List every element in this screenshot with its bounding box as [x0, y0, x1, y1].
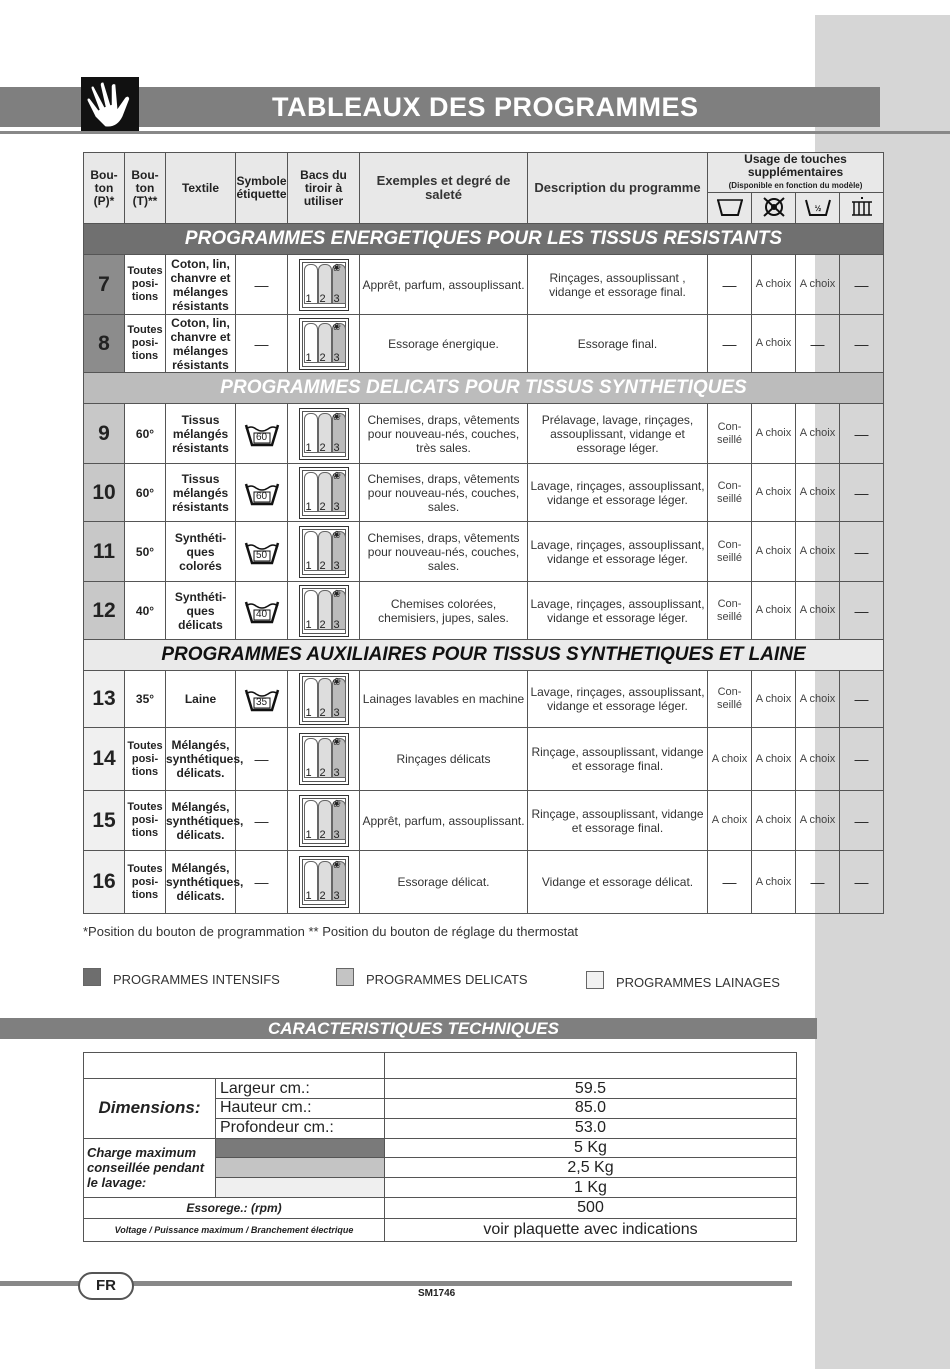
- program-example: Essorage énergique.: [360, 315, 528, 373]
- detergent-drawer-icon: [288, 522, 360, 582]
- program-symbol: [236, 522, 288, 582]
- program-option: —: [708, 851, 752, 914]
- program-textile: Coton, lin, chanvre et mélanges résistants: [166, 315, 236, 373]
- program-textile: Tissus mélangés résistants: [166, 464, 236, 522]
- program-option: —: [840, 851, 884, 914]
- program-option: —: [840, 404, 884, 464]
- charge-swatch-intensifs: [216, 1138, 385, 1158]
- program-option: A choix: [752, 728, 796, 791]
- wash-temp-icon-label: 50: [255, 549, 268, 561]
- program-option: A choix: [752, 464, 796, 522]
- program-row: [84, 464, 884, 522]
- program-option: A choix: [796, 522, 840, 582]
- program-option: A choix: [752, 582, 796, 640]
- essorage-value: 500: [385, 1198, 797, 1219]
- col-description: Description du programme: [528, 153, 708, 224]
- drawer-compartment-label: 3: [333, 890, 340, 902]
- program-description: Lavage, rinçages, assouplissant, vidange et essorage léger.: [528, 522, 708, 582]
- wash-temp-icon-label: 60: [255, 431, 268, 443]
- program-row: [84, 791, 884, 851]
- program-example: Lainages lavables en machine: [360, 671, 528, 728]
- program-symbol: [236, 464, 288, 522]
- voltage-label: Voltage / Puissance maximum / Branchement électrique: [84, 1218, 385, 1241]
- program-temperature: 40°: [125, 582, 166, 640]
- program-example: Apprêt, parfum, assouplissant.: [360, 791, 528, 851]
- program-option: —: [840, 464, 884, 522]
- program-row: [84, 728, 884, 791]
- section-title: PROGRAMMES AUXILIAIRES POUR TISSUS SYNTHETIQUES ET LAINE: [84, 640, 884, 671]
- flower-icon: ❀: [332, 411, 341, 423]
- svg-text:½: ½: [814, 203, 821, 213]
- program-example: Essorage délicat.: [360, 851, 528, 914]
- program-description: Essorage final.: [528, 315, 708, 373]
- hand-icon: [81, 77, 139, 133]
- drawer-compartment-label: 1: [305, 767, 312, 779]
- program-temperature: Toutes posi-tions: [125, 791, 166, 851]
- program-option: A choix: [796, 582, 840, 640]
- drawer-compartment-label: 2: [319, 559, 326, 572]
- program-number: 7: [84, 255, 125, 315]
- program-option: A choix: [752, 522, 796, 582]
- detergent-drawer-icon: [288, 851, 360, 914]
- program-option: —: [796, 851, 840, 914]
- drawer-compartment-label: 3: [333, 292, 340, 305]
- detergent-drawer-icon: [288, 671, 360, 728]
- language-badge: FR: [78, 1272, 134, 1300]
- program-row: [84, 671, 884, 728]
- program-option: A choix: [796, 728, 840, 791]
- detergent-drawer-icon: [288, 728, 360, 791]
- program-temperature: 35°: [125, 671, 166, 728]
- program-textile: Mélangés, synthétiques, délicats.: [166, 851, 236, 914]
- program-description: Lavage, rinçages, assouplissant, vidange et essorage léger.: [528, 671, 708, 728]
- charge-value-3: 1 Kg: [385, 1178, 797, 1198]
- program-row: [84, 255, 884, 315]
- easy-iron-icon: [840, 193, 884, 224]
- charge-swatch-delicats: [216, 1158, 385, 1178]
- program-option: A choix: [752, 791, 796, 851]
- col-bacs: Bacs du tiroir à utiliser: [288, 153, 360, 224]
- voltage-value: voir plaquette avec indications: [385, 1218, 797, 1241]
- program-number: 11: [84, 522, 125, 582]
- legend-label: PROGRAMMES DELICATS: [366, 972, 528, 987]
- flower-icon: ❀: [332, 470, 341, 482]
- drawer-compartment-label: 2: [319, 441, 326, 454]
- flower-icon: ❀: [332, 798, 341, 810]
- footnote: *Position du bouton de programmation ** Position du bouton de réglage du thermostat: [83, 924, 579, 939]
- drawer-compartment-label: 3: [333, 441, 340, 454]
- detergent-drawer-icon: [288, 464, 360, 522]
- program-example: Apprêt, parfum, assouplissant.: [360, 255, 528, 315]
- section-title: PROGRAMMES ENERGETIQUES POUR LES TISSUS RESISTANTS: [84, 224, 884, 255]
- detergent-drawer-icon: [288, 315, 360, 373]
- col-bouton-t: Bou-ton (T)**: [125, 153, 166, 224]
- program-number: 9: [84, 404, 125, 464]
- program-temperature: 50°: [125, 522, 166, 582]
- largeur-value: 59.5: [385, 1079, 797, 1099]
- drawer-compartment-label: 2: [319, 292, 326, 305]
- program-number: 14: [84, 728, 125, 791]
- program-option: A choix: [752, 851, 796, 914]
- drawer-compartment-label: 3: [333, 500, 340, 513]
- program-row: [84, 851, 884, 914]
- drawer-compartment-label: 1: [305, 500, 312, 513]
- drawer-compartment-label: 1: [305, 559, 312, 572]
- legend-lainages: [586, 971, 780, 990]
- drawer-compartment-label: 1: [305, 292, 312, 305]
- program-textile: Mélangés, synthétiques, délicats.: [166, 791, 236, 851]
- hauteur-value: 85.0: [385, 1098, 797, 1118]
- program-number: 8: [84, 315, 125, 373]
- hauteur-label: Hauteur cm.:: [216, 1098, 385, 1118]
- program-symbol: —: [236, 728, 288, 791]
- program-option: —: [840, 255, 884, 315]
- program-textile: Synthéti-ques délicats: [166, 582, 236, 640]
- wash-temp-icon-label: 40: [255, 608, 268, 620]
- section-lainages: [84, 640, 884, 671]
- program-option: Con-seillé: [708, 464, 752, 522]
- legend-swatch: [586, 971, 604, 989]
- program-example: Chemises, draps, vêtements pour nouveau-nés, couches, sales.: [360, 522, 528, 582]
- tech-title: CARACTERISTIQUES TECHNIQUES: [268, 1019, 559, 1038]
- program-option: Con-seillé: [708, 522, 752, 582]
- program-textile: Synthéti-ques colorés: [166, 522, 236, 582]
- program-textile: Tissus mélangés résistants: [166, 404, 236, 464]
- program-option: A choix: [708, 728, 752, 791]
- program-symbol: [236, 404, 288, 464]
- drawer-compartment-label: 2: [319, 767, 326, 779]
- tech-table: [83, 1052, 797, 1242]
- program-option: —: [840, 728, 884, 791]
- program-option: —: [840, 671, 884, 728]
- program-symbol: —: [236, 791, 288, 851]
- flower-icon: ❀: [332, 860, 341, 871]
- programs-table: [83, 152, 884, 914]
- essorage-label: Essorege.: (rpm): [84, 1198, 385, 1219]
- program-description: Prélavage, lavage, rinçages, assouplissant, vidange et essorage léger.: [528, 404, 708, 464]
- drawer-compartment-label: 1: [305, 618, 312, 631]
- program-description: Vidange et essorage délicat.: [528, 851, 708, 914]
- program-option: Con-seillé: [708, 404, 752, 464]
- drawer-compartment-label: 2: [319, 351, 326, 364]
- program-description: Lavage, rinçages, assouplissant, vidange et essorage léger.: [528, 582, 708, 640]
- legend-label: PROGRAMMES LAINAGES: [616, 975, 780, 990]
- program-option: —: [796, 315, 840, 373]
- program-option: A choix: [796, 791, 840, 851]
- program-option: —: [708, 255, 752, 315]
- profondeur-value: 53.0: [385, 1118, 797, 1138]
- drawer-compartment-label: 1: [305, 707, 312, 719]
- section-delicats: [84, 373, 884, 404]
- program-option: —: [708, 315, 752, 373]
- program-textile: Mélangés, synthétiques, délicats.: [166, 728, 236, 791]
- drawer-compartment-label: 2: [319, 707, 326, 719]
- drawer-compartment-label: 1: [305, 890, 312, 902]
- flower-icon: ❀: [332, 588, 341, 600]
- program-number: 10: [84, 464, 125, 522]
- program-number: 12: [84, 582, 125, 640]
- program-option: A choix: [752, 671, 796, 728]
- tech-title-bar: [0, 1018, 817, 1039]
- model-number: SM1746: [418, 1288, 456, 1299]
- program-option: A choix: [708, 791, 752, 851]
- col-symbole: Symbole étiquette: [236, 153, 288, 224]
- drawer-compartment-label: 3: [333, 351, 340, 364]
- charge-label: Charge maximum conseillée pendant le lavage:: [84, 1138, 216, 1197]
- page-title: TABLEAUX DES PROGRAMMES: [272, 92, 699, 122]
- program-textile: Laine: [166, 671, 236, 728]
- title-underline: [0, 131, 950, 134]
- largeur-label: Largeur cm.:: [216, 1079, 385, 1099]
- program-temperature: 60°: [125, 404, 166, 464]
- wash-temp-icon-label: 35: [255, 697, 268, 708]
- detergent-drawer-icon: [288, 255, 360, 315]
- legend-label: PROGRAMMES INTENSIFS: [113, 972, 280, 987]
- legend-swatch: [336, 968, 354, 986]
- drawer-compartment-label: 2: [319, 828, 326, 841]
- program-row: [84, 404, 884, 464]
- program-option: A choix: [796, 404, 840, 464]
- wash-temp-icon-label: 60: [255, 490, 268, 502]
- program-textile: Coton, lin, chanvre et mélanges résistants: [166, 255, 236, 315]
- drawer-compartment-label: 3: [333, 767, 340, 779]
- half-load-icon: [796, 193, 840, 224]
- drawer-compartment-label: 2: [319, 618, 326, 631]
- col-exemples: Exemples et degré de saleté: [360, 153, 528, 224]
- drawer-compartment-label: 1: [305, 828, 312, 841]
- program-option: A choix: [796, 464, 840, 522]
- col-usage: [708, 153, 884, 193]
- program-temperature: Toutes posi-tions: [125, 728, 166, 791]
- detergent-drawer-icon: [288, 404, 360, 464]
- program-example: Chemises, draps, vêtements pour nouveau-nés, couches, très sales.: [360, 404, 528, 464]
- program-row: [84, 315, 884, 373]
- program-option: A choix: [796, 671, 840, 728]
- usage-subtitle: (Disponible en fonction du modèle): [728, 181, 863, 190]
- flower-icon: ❀: [332, 737, 341, 748]
- tub-icon: [708, 193, 752, 224]
- col-textile: Textile: [166, 153, 236, 224]
- drawer-compartment-label: 3: [333, 707, 340, 719]
- drawer-compartment-label: 3: [333, 828, 340, 841]
- program-number: 13: [84, 671, 125, 728]
- program-symbol: [236, 671, 288, 728]
- no-spin-icon: [752, 193, 796, 224]
- flower-icon: ❀: [332, 677, 341, 688]
- drawer-compartment-label: 2: [319, 890, 326, 902]
- program-option: —: [840, 582, 884, 640]
- drawer-compartment-label: 2: [319, 500, 326, 513]
- charge-value-1: 5 Kg: [385, 1138, 797, 1158]
- detergent-drawer-icon: [288, 791, 360, 851]
- program-example: Rinçages délicats: [360, 728, 528, 791]
- program-number: 16: [84, 851, 125, 914]
- flower-icon: ❀: [332, 262, 341, 274]
- detergent-drawer-icon: [288, 582, 360, 640]
- drawer-compartment-label: 3: [333, 618, 340, 631]
- program-row: [84, 522, 884, 582]
- program-description: Lavage, rinçages, assouplissant, vidange et essorage léger.: [528, 464, 708, 522]
- flower-icon: ❀: [332, 529, 341, 541]
- drawer-compartment-label: 3: [333, 559, 340, 572]
- program-option: —: [840, 315, 884, 373]
- usage-title: Usage de touches supplémentaires: [744, 152, 847, 179]
- section-title: PROGRAMMES DELICATS POUR TISSUS SYNTHETIQUES: [84, 373, 884, 404]
- drawer-compartment-label: 1: [305, 441, 312, 454]
- program-option: Con-seillé: [708, 671, 752, 728]
- program-option: —: [840, 522, 884, 582]
- profondeur-label: Profondeur cm.:: [216, 1118, 385, 1138]
- program-description: Rinçages, assouplissant , vidange et essorage final.: [528, 255, 708, 315]
- drawer-compartment-label: 1: [305, 351, 312, 364]
- program-temperature: Toutes posi-tions: [125, 315, 166, 373]
- program-symbol: —: [236, 315, 288, 373]
- program-temperature: Toutes posi-tions: [125, 255, 166, 315]
- col-bouton-p: Bou-ton (P)*: [84, 153, 125, 224]
- charge-swatch-lainages: [216, 1178, 385, 1198]
- program-number: 15: [84, 791, 125, 851]
- legend-swatch: [83, 968, 101, 986]
- program-description: Rinçage, assouplissant, vidange et essorage final.: [528, 791, 708, 851]
- legend-intensifs: [83, 968, 280, 987]
- program-option: A choix: [752, 255, 796, 315]
- charge-value-2: 2,5 Kg: [385, 1158, 797, 1178]
- program-example: Chemises colorées, chemisiers, jupes, sales.: [360, 582, 528, 640]
- program-temperature: 60°: [125, 464, 166, 522]
- flower-icon: ❀: [332, 321, 341, 333]
- program-option: A choix: [796, 255, 840, 315]
- program-symbol: —: [236, 255, 288, 315]
- program-row: [84, 582, 884, 640]
- program-option: Con-seillé: [708, 582, 752, 640]
- section-intensifs: [84, 224, 884, 255]
- dimensions-label: Dimensions:: [84, 1079, 216, 1138]
- program-example: Chemises, draps, vêtements pour nouveau-nés, couches, sales.: [360, 464, 528, 522]
- program-option: —: [840, 791, 884, 851]
- table-header: [84, 153, 884, 193]
- program-symbol: —: [236, 851, 288, 914]
- program-description: Rinçage, assouplissant, vidange et essorage final.: [528, 728, 708, 791]
- program-option: A choix: [752, 315, 796, 373]
- legend-delicats: [336, 968, 528, 987]
- program-symbol: [236, 582, 288, 640]
- program-temperature: Toutes posi-tions: [125, 851, 166, 914]
- program-option: A choix: [752, 404, 796, 464]
